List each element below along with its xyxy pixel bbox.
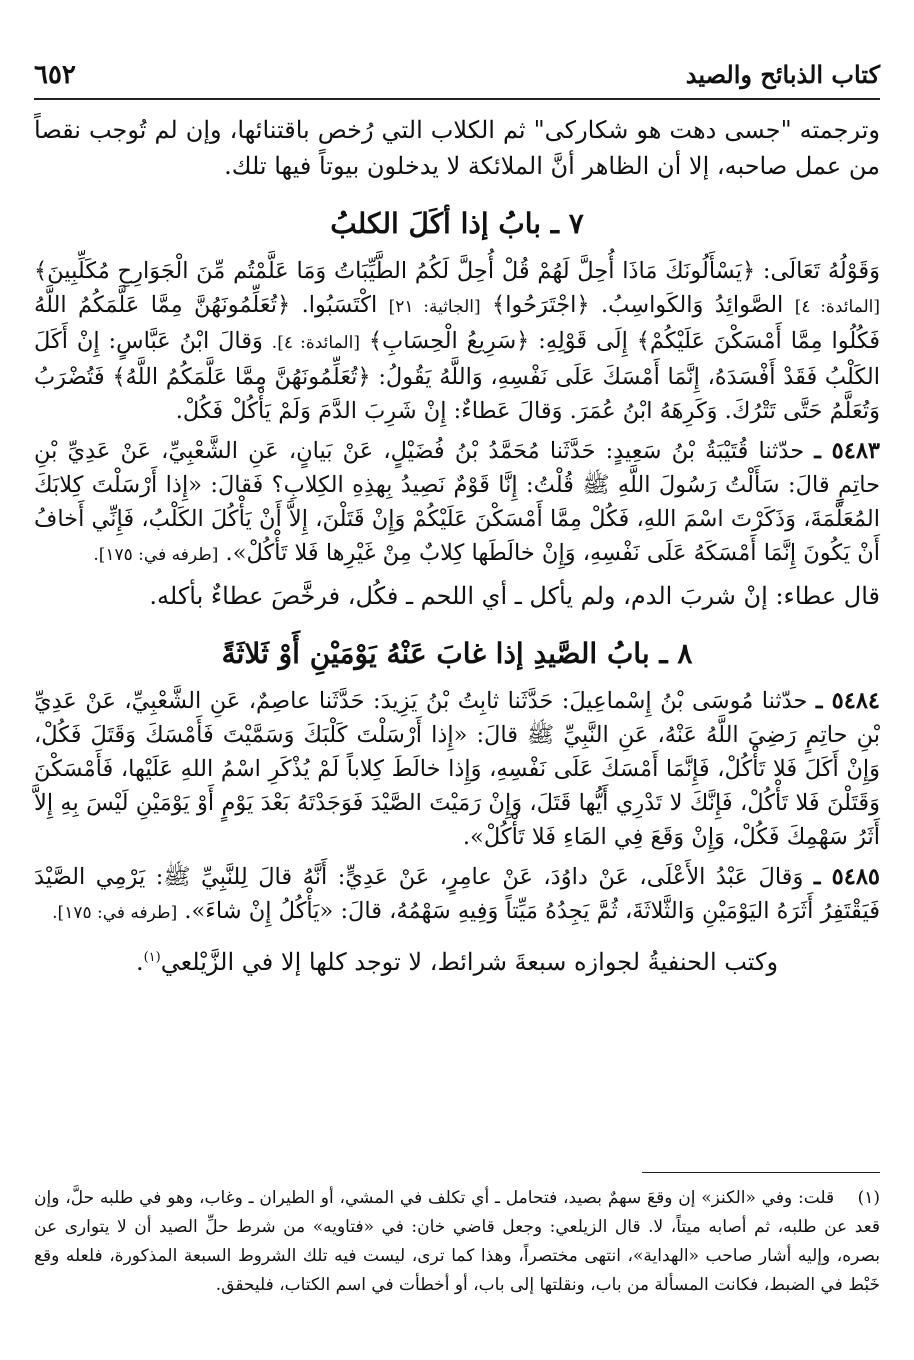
quran-reference: [الجاثية: ٢١] [388, 297, 481, 317]
closing-text: وكتب الحنفيةُ لجوازه سبعةَ شرائط، لا توجد كلها إلا في الزَّيْلعي [160, 948, 779, 976]
footnote [34, 1184, 880, 1300]
footnote-number: (١) [857, 1188, 881, 1208]
footnote-marker: (١) [143, 950, 161, 965]
hadith-number: ٥٤٨٥ ـ [813, 864, 880, 890]
hadith-number: ٥٤٨٤ ـ [815, 688, 881, 714]
hadith-text: حدّثنا مُوسَى بْنُ إِسْماعِيلَ: حَدَّثَنا ثابِتُ بْنُ يَزِيدَ: حَدَّثَنا عاصِمٌ، عَنِ الشَّعْبِيِّ، عَنْ عَدِيِّ بْنِ حاتِمٍ رَضِيَ اللَّهُ عَنْهُ، عَنِ النَّبِيِّ ﷺ قالَ: «إِذا أَرْسَلْتَ كَلْبَكَ وَسَمَّيْتَ فَأَمْسَكَ وَقَتَلَ فَكُلْ، وَإِنْ أَكَلَ فَلا تَأْكُلْ، فَإِنَّمَا أَمْسَكَ عَلَى نَفْسِهِ، وَإِذا خالَطَ كِلاباً لَمْ يُذْكَرِ اسْمُ اللهِ عَلَيْها، فَأَمْسَكْنَ وَقَتَلْنَ فَلا تَأْكُلْ، فَإِنَّكَ لا تَدْرِي أَيُّها قَتَلَ، وَإِنْ رَمَيْتَ الصَّيْدَ فَوَجَدْتَهُ بَعْدَ يَوْمٍ أَوْ يَوْمَيْنِ لَيْسَ بِهِ إِلاَّ أَثَرُ سَهْمِكَ فَكُلْ، وَإِنْ وَقَعَ فِي المَاءِ فَلا تَأْكُلْ». [34, 688, 880, 850]
ata-commentary: قال عطاء: إنْ شربَ الدم، ولم يأكل ـ أي اللحم ـ فكُل، فرخَّصَ عطاءٌ بأكله. [149, 582, 880, 610]
cross-reference: [طرفه في: ١٧٥]. [52, 903, 178, 923]
main-text [34, 112, 880, 980]
quran-reference: [المائدة: ٤] [794, 297, 881, 317]
chapter-7-text [34, 254, 880, 428]
intro-paragraph: وترجمته "جسى دهت هو شكاركى" ثم الكلاب التي رُخص باقتنائها، وإن لم تُوجب نقصاً من عمل صاحبه، إلا أن الظاهر أنَّ الملائكة لا يدخلون بيوتاً فيها تلك. [34, 116, 880, 180]
page-header [34, 50, 880, 100]
quran-reference: [المائدة: ٤]. [271, 333, 360, 353]
hadith-text: وَقالَ عَبْدُ الأَعْلَى، عَنْ داوُدَ، عَنْ عامِرٍ، عَنْ عَدِيٍّ: أَنَّهُ قالَ لِلنَّبِيِّ ﷺ: يَرْمِي الصَّيْدَ فَيَقْتَفِرُ أَثَرَهُ اليَوْمَيْنِ وَالثَّلاثَةَ، ثُمَّ يَجِدُهُ مَيِّتاً وَفِيهِ سَهْمُهُ، قالَ: «يَأْكُلُ إِنْ شاءَ». [34, 864, 880, 924]
chapter-8-heading: ٨ ـ بابُ الصَّيدِ إذا غابَ عَنْهُ يَوْمَيْنِ أَوْ ثَلاثَةً [221, 637, 693, 670]
footnote-divider [642, 1172, 880, 1173]
closing-end: . [135, 948, 144, 976]
hadith-text: حدّثنا قُتَيْبَةُ بْنُ سَعِيدٍ: حَدَّثَنا مُحَمَّدُ بْنُ فُضَيْلٍ، عَنْ بَيانٍ، عَنِ الشَّعْبِيِّ، عَنْ عَدِيِّ بْنِ حاتِمٍ قالَ: سَأَلْتُ رَسُولَ اللَّهِ ﷺ قُلْتُ: إِنَّا قَوْمٌ نَصِيدُ بِهذِهِ الكِلابِ؟ فَقالَ: «إِذا أَرْسَلْتَ كِلابَكَ المُعَلَّمَةَ، وَذَكَرْتَ اسْمَ اللهِ، فَكُلْ مِمَّا أَمْسَكْنَ عَلَيْكُمْ وَإِنْ قَتَلْنَ، إِلاَّ أَنْ يَأْكُلَ الكَلْبُ، فَإِنِّي أَخافُ أَنْ يَكُونَ إِنَّمَا أَمْسَكَهُ عَلَى نَفْسِهِ، وَإِنْ خالَطَها كِلابٌ مِنْ غَيْرِها فَلا تَأْكُلْ». [34, 438, 880, 566]
chapter-7-heading: ٧ ـ بابُ إذا أكَلَ الكلبُ [330, 207, 584, 240]
chapter-7-text-2: الصَّوائِدُ وَالكَواسِبُ. ﴿اجْتَرَحُوا﴾ [492, 292, 784, 318]
hadith-number: ٥٤٨٣ ـ [814, 438, 880, 464]
cross-reference: [طرفه في: ١٧٥]. [93, 545, 219, 565]
hadith-5485 [34, 860, 880, 930]
footnote-text: قلت: وفي «الكنز» إن وقعَ سهمٌ بصيد، فتحامل ـ أي تكلف في المشي، أو الطيران ـ وغاب، وهو في طلبه حلَّ، وإن قعد عن طلبه، ثم أصابه ميتاً، لا. قال الزيلعي: وجعل قاضي خان: في «فتاويه» من شرط حلِّ الصيد أن لا يتوارى عن بصره، وإليه أشار صاحب «الهداية»، انتهى مختصراً، وهذا كما ترى، ليست فيه تلك الشروط السبعة المذكورة، فلعله وقع خَبْط في الضبط، فكانت المسألة من باب، ونقلتها إلى باب، أو أخطأت في اسم الكتاب، فليحقق. [34, 1188, 880, 1295]
page-number: ٦٥٢ [34, 60, 76, 90]
chapter-7-text-1: وَقَوْلُهُ تَعَالَى: ﴿يَسْأَلُونَكَ مَاذَا أُحِلَّ لَهُمْ قُلْ أُحِلَّ لَكُمُ الطَّيِّبَاتُ وَمَا عَلَّمْتُم مِّنَ الْجَوَارِحِ مُكَلِّبِينَ﴾ [34, 258, 880, 284]
hadith-5483 [34, 434, 880, 572]
chapter-7-text-3: اكْتَسَبُوا. ﴿تُعَلِّمُونَهُنَّ مِمَّا عَلَّمَكُمُ اللَّهُ فَكُلُوا مِمَّا أَمْسَكْنَ عَلَيْكُمْ﴾ إِلَى قَوْلِهِ: ﴿سَرِيعُ الْحِسَابِ﴾ [34, 292, 881, 354]
closing-paragraph [34, 940, 880, 980]
chapter-7-text-4: وَقالَ ابْنُ عَبَّاسٍ: إِنْ أَكَلَ الكَلْبُ فَقَدْ أَفْسَدَهُ، إِنَّمَا أَمْسَكَ عَلَى نَفْسِهِ، وَاللَّهُ يَقُولُ: ﴿تُعَلِّمُونَهُنَّ مِمَّا عَلَّمَكُمُ اللَّهُ﴾ فَتُضْرَبُ وَتُعَلَّمُ حَتَّى تَتْرُكَ. وَكَرِهَهُ ابْنُ عُمَرَ. وَقالَ عَطاءٌ: إِنْ شَرِبَ الدَّمَ وَلَمْ يَأْكُلْ فَكُلْ. [34, 328, 880, 424]
hadith-5484 [34, 684, 880, 854]
book-title: كتاب الذبائح والصيد [685, 60, 880, 89]
